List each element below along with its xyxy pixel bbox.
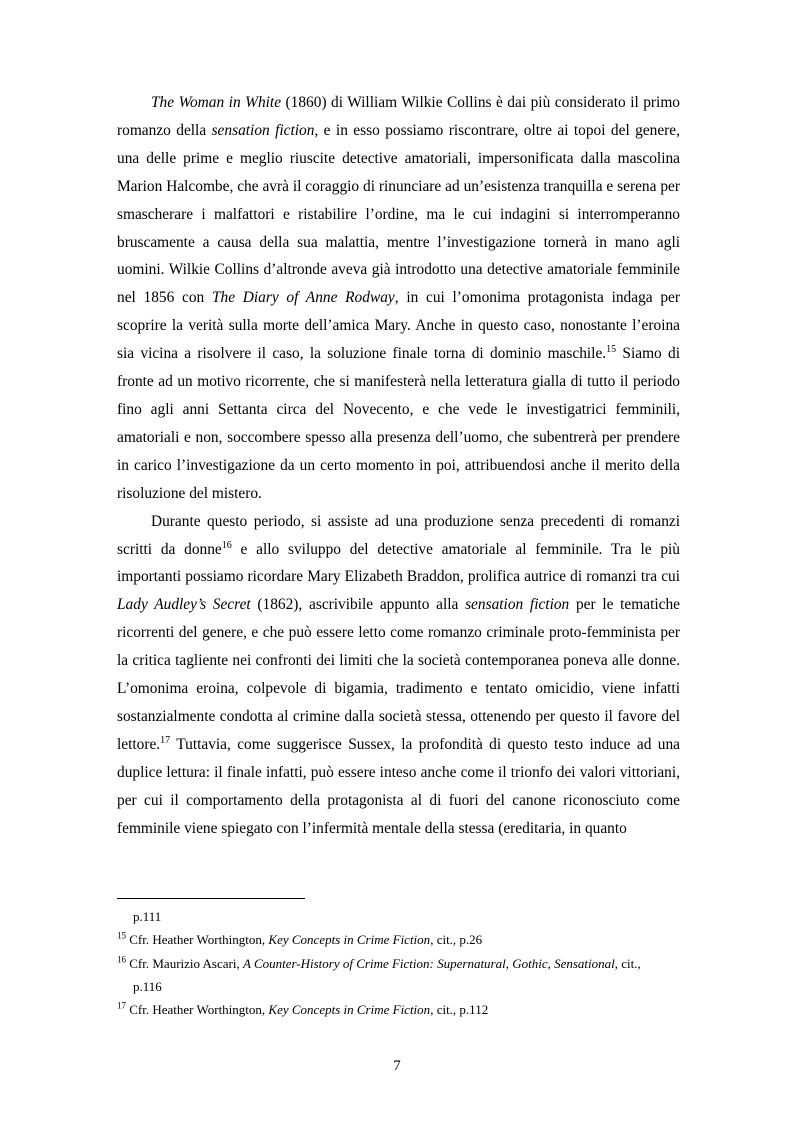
- main-text: [117, 89, 680, 842]
- text-span: e allo sviluppo del detective amatoriale al femminile. Tra le più importanti possiamo ricordare Mary Elizabeth Braddon, prolifica autrice di romanzi tra cui: [117, 540, 681, 586]
- footnote-text: , cit., p.112: [430, 1002, 489, 1018]
- paragraph-1: [117, 89, 680, 508]
- text-span: (1860) di William Wilkie Collins è dai più considerato il primo romanzo della: [117, 94, 680, 139]
- text-span: (1862), ascrivibile appunto alla: [250, 596, 466, 614]
- footnote-text: , cit., p.26: [430, 932, 483, 948]
- footnote-number: 15: [117, 930, 126, 941]
- footnote-text: , cit.,: [614, 955, 641, 971]
- footnote-16: [117, 952, 680, 975]
- footnote-16-continuation: p.116: [133, 978, 162, 994]
- genre-term: sensation fiction: [211, 121, 315, 139]
- footnote-title: A Counter-History of Crime Fiction: Supernatural, Gothic, Sensational: [242, 955, 615, 971]
- paragraph-2: [117, 508, 680, 843]
- text-span: Siamo di fronte ad un motivo ricorrente, che si manifesterà nella letteratura gialla di tutto il periodo fino agli anni Settanta circa del Novecento, e che vede le investigatrici femminili, amatoriali e non, soccombere spesso alla presenza dell’uomo, che subentrerà per prendere in carico l’investigazione da un certo momento in poi, attribuendosi anche il merito della risoluzione del mistero.: [117, 345, 680, 502]
- footnote-separator: [117, 898, 305, 899]
- genre-term: sensation fiction: [465, 596, 570, 614]
- footnote-title: Key Concepts in Crime Fiction: [268, 1002, 431, 1018]
- footnote-title: Key Concepts in Crime Fiction: [268, 932, 431, 948]
- footnotes: [117, 905, 680, 1021]
- footnote-text: Cfr. Heather Worthington,: [126, 1002, 269, 1018]
- footnote-ref: 15: [606, 344, 617, 356]
- book-title: The Diary of Anne Rodway: [211, 289, 395, 307]
- text-span: Tuttavia, come suggerisce Sussex, la profondità di questo testo induce ad una duplice lettura: il finale infatti, può essere inteso anche come il trionfo dei valori vittoriani, per cui il comportamento della protagonista al di fuori del canone riconosciuto come femminile viene spiegato con l’infermità mentale della stessa (ereditaria, in quanto: [117, 735, 680, 837]
- footnote-ref: 17: [160, 734, 171, 746]
- book-title: The Woman in White: [151, 94, 282, 111]
- footnote-ref: 16: [221, 539, 232, 551]
- footnote-number: 16: [117, 954, 126, 965]
- book-title: Lady Audley’s Secret: [117, 596, 251, 614]
- footnote-17: [117, 998, 680, 1021]
- text-span: , e in esso possiamo riscontrare, oltre ai topoi del genere, una delle prime e meglio riuscite detective amatoriali, impersonificata dalla mascolina Marion Halcombe, che avrà il coraggio di rinunciare ad un’esistenza tranquilla e serena per smascherare i malfattori e ristabilire l’ordine, ma le cui indagini si interromperanno bruscamente a causa della sua malattia, mentre l’investigazione tornerà in mano agli uomini. Wilkie Collins d’altronde aveva già introdotto una detective amatoriale femminile nel 1856 con: [117, 121, 680, 307]
- footnote-text: Cfr. Maurizio Ascari,: [126, 955, 243, 971]
- text-span: Durante questo periodo, si assiste ad una produzione senza precedenti di romanzi scritti da donne: [117, 512, 680, 558]
- footnote-15: [117, 928, 680, 951]
- page-number: 7: [393, 1058, 401, 1074]
- text-span: per le tematiche ricorrenti del genere, e che può essere letto come romanzo criminale proto-femminista per la critica tagliente nei confronti dei limiti che la società contemporanea poneva alle donne. L’omonima eroina, colpevole di bigamia, tradimento e tentato omicidio, viene infatti sostanzialmente condotta al crimine dalla società stessa, ottenendo per questo il favore del lettore.: [117, 596, 680, 753]
- text-span: , in cui l’omonima protagonista indaga per scoprire la verità sulla morte dell’amica Mary. Anche in questo caso, nonostante l’eroina sia vicina a risolvere il caso, la soluzione finale torna di dominio maschile.: [117, 289, 680, 363]
- footnote-number: 17: [117, 1000, 126, 1011]
- footnote-text: Cfr. Heather Worthington,: [126, 932, 269, 948]
- footnote-continuation: p.111: [133, 909, 162, 924]
